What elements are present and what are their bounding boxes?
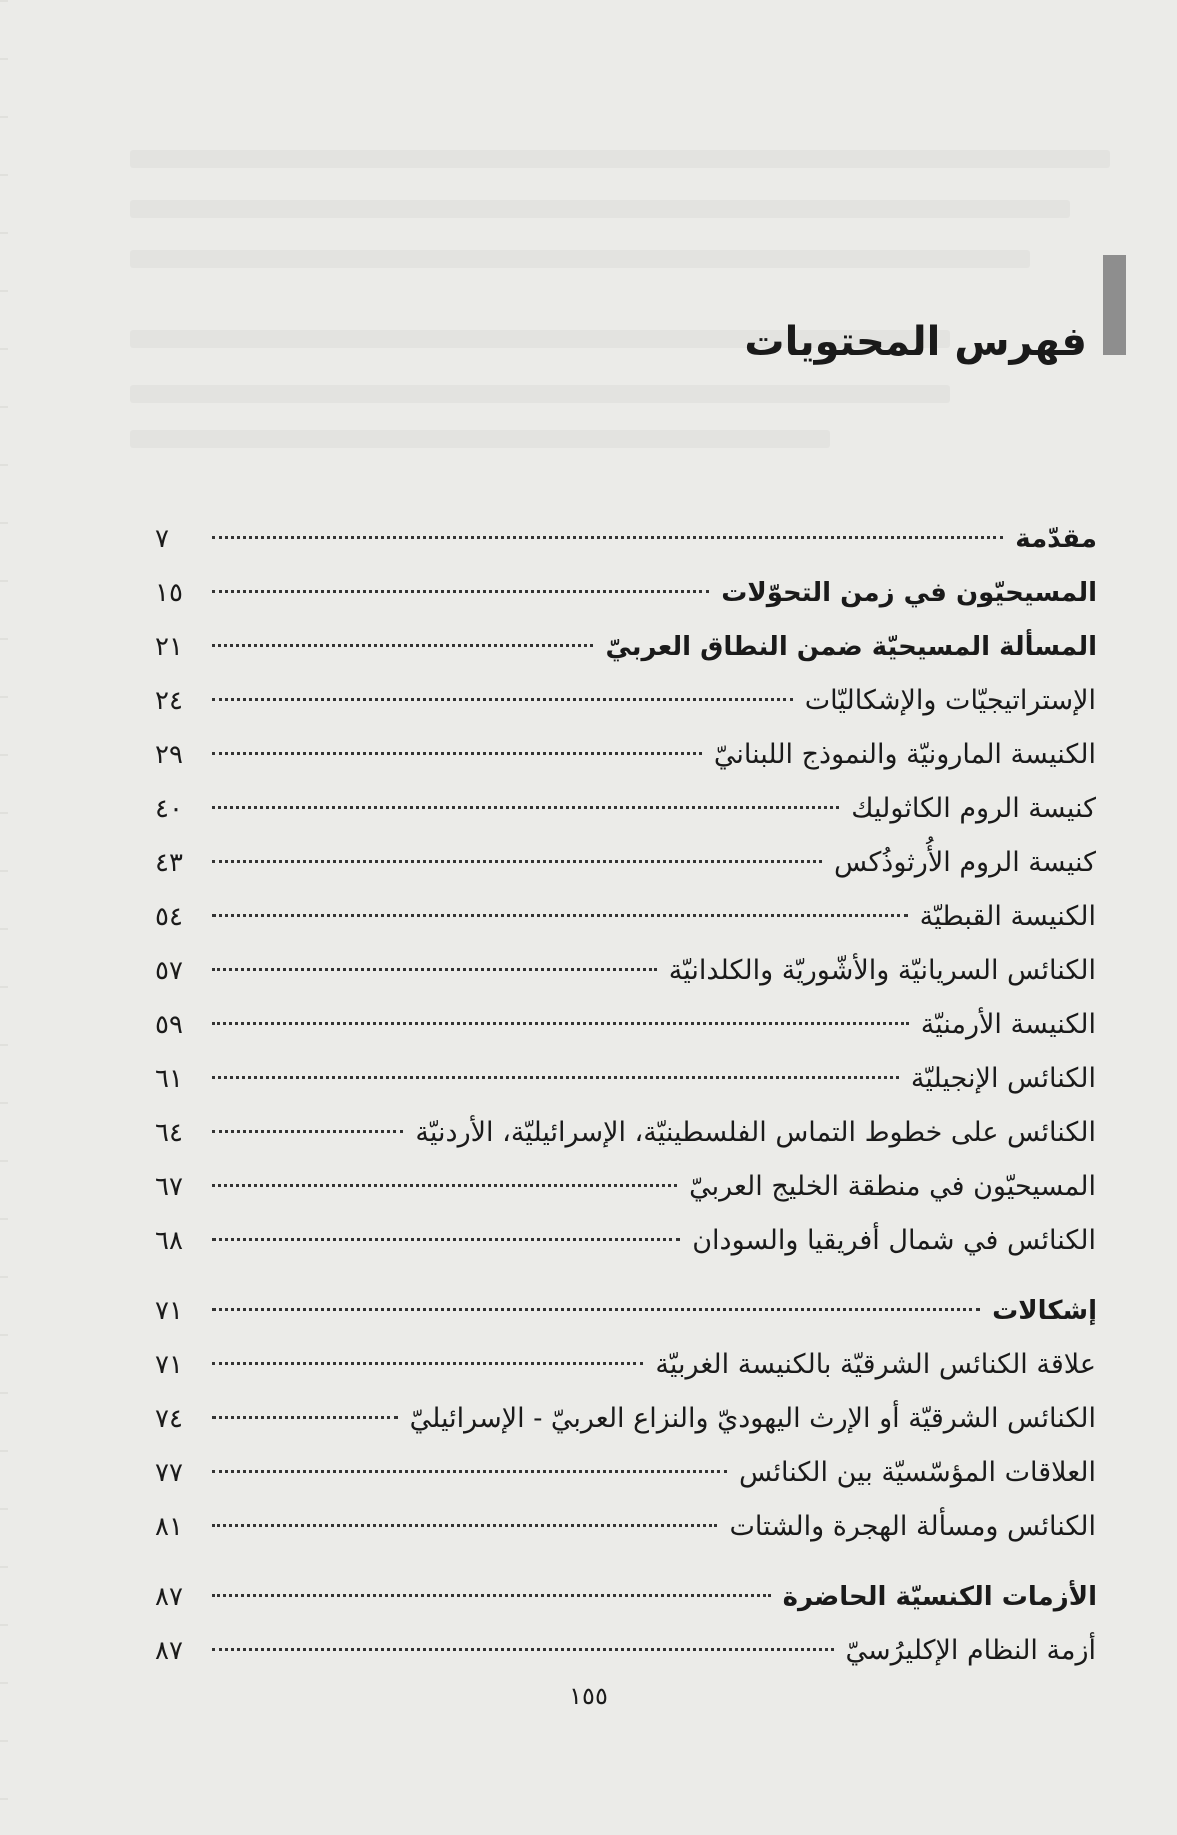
toc-entry[interactable] (155, 1624, 1097, 1678)
toc-entry-page: ٥٩ (155, 1010, 183, 1040)
toc-entry[interactable] (155, 620, 1097, 674)
dot-leader (212, 1416, 398, 1419)
toc-entry-page: ٨٧ (155, 1582, 183, 1612)
dot-leader (212, 1238, 680, 1241)
dot-leader (212, 590, 709, 593)
toc-entry[interactable] (155, 836, 1097, 890)
toc-entry[interactable] (155, 890, 1097, 944)
dot-leader (212, 752, 702, 755)
toc-entry[interactable] (155, 1446, 1097, 1500)
toc-entry-page: ٦١ (155, 1064, 183, 1094)
show-through-line (130, 150, 1110, 168)
dot-leader (212, 698, 793, 701)
toc-entry-title: الكنيسة القبطيّة (919, 901, 1096, 932)
dot-leader (212, 1470, 727, 1473)
toc-entry[interactable] (155, 1392, 1097, 1446)
dot-leader (212, 914, 908, 917)
toc-entry-page: ١٥ (155, 578, 183, 608)
toc-entry-title: الكنائس الشرقيّة أو الإرث اليهوديّ والنزاع العربيّ - الإسرائيليّ (409, 1403, 1096, 1434)
dot-leader (212, 1524, 717, 1527)
page-number: ١٥٥ (569, 1682, 608, 1710)
dot-leader (212, 1076, 899, 1079)
toc-entry[interactable] (155, 1106, 1097, 1160)
toc-entry[interactable] (155, 566, 1097, 620)
toc-entry-page: ٤٠ (155, 794, 183, 824)
toc-entry-title: إشكالات (992, 1296, 1097, 1326)
toc-entry[interactable] (155, 1160, 1097, 1214)
dot-leader (212, 1184, 677, 1187)
title-accent-bar (1103, 255, 1126, 355)
toc-entry[interactable] (155, 1052, 1097, 1106)
toc-entry-title: الكنائس السريانيّة والأشّوريّة والكلدانيّة (668, 955, 1096, 986)
table-of-contents (155, 512, 1097, 1678)
toc-entry-page: ٧١ (155, 1350, 183, 1380)
dot-leader (212, 1594, 771, 1597)
dot-leader (212, 1130, 403, 1133)
toc-entry-page: ٢٤ (155, 686, 183, 716)
dot-leader (212, 1648, 834, 1651)
toc-entry[interactable] (155, 944, 1097, 998)
toc-entry[interactable] (155, 1570, 1097, 1624)
toc-entry-title: العلاقات المؤسّسيّة بين الكنائس (739, 1457, 1096, 1488)
toc-entry-title: الكنائس على خطوط التماس الفلسطينيّة، الإسرائيليّة، الأردنيّة (415, 1117, 1096, 1148)
toc-entry-page: ٦٧ (155, 1172, 183, 1202)
toc-entry[interactable] (155, 728, 1097, 782)
toc-entry-title: علاقة الكنائس الشرقيّة بالكنيسة الغربيّة (655, 1349, 1096, 1380)
toc-entry-page: ٢١ (155, 632, 183, 662)
toc-entry-page: ٥٧ (155, 956, 183, 986)
toc-entry[interactable] (155, 1500, 1097, 1554)
toc-entry-page: ٤٣ (155, 848, 183, 878)
show-through-line (130, 250, 1030, 268)
toc-entry-title: الإستراتيجيّات والإشكاليّات (804, 685, 1096, 716)
toc-entry-page: ٢٩ (155, 740, 183, 770)
dot-leader (212, 1022, 909, 1025)
dot-leader (212, 1362, 643, 1365)
toc-entry-title: الأزمات الكنسيّة الحاضرة (782, 1582, 1097, 1612)
toc-entry[interactable] (155, 512, 1097, 566)
toc-entry-title: الكنيسة المارونيّة والنموذج اللبنانيّ (713, 739, 1096, 770)
toc-entry-page: ٦٤ (155, 1118, 183, 1148)
page-edge-texture (0, 0, 8, 1835)
dot-leader (212, 806, 839, 809)
toc-entry[interactable] (155, 1284, 1097, 1338)
show-through-line (130, 385, 950, 403)
toc-entry[interactable] (155, 998, 1097, 1052)
toc-entry[interactable] (155, 1338, 1097, 1392)
page-title: فهرس المحتويات (744, 319, 1087, 365)
toc-entry-page: ٧٤ (155, 1404, 183, 1434)
toc-entry-title: الكنيسة الأرمنيّة (920, 1009, 1096, 1040)
toc-entry-title: المسألة المسيحيّة ضمن النطاق العربيّ (605, 632, 1097, 662)
dot-leader (212, 1308, 980, 1311)
toc-entry-title: المسيحيّون في منطقة الخليج العربيّ (689, 1171, 1096, 1202)
toc-entry[interactable] (155, 1214, 1097, 1268)
toc-entry-page: ٧ (155, 524, 169, 554)
toc-entry-title: الكنائس ومسألة الهجرة والشتات (729, 1511, 1096, 1542)
toc-entry-title: مقدّمة (1015, 524, 1097, 554)
dot-leader (212, 536, 1003, 539)
dot-leader (212, 968, 657, 971)
toc-entry[interactable] (155, 674, 1097, 728)
toc-entry[interactable] (155, 782, 1097, 836)
toc-entry-page: ٨١ (155, 1512, 183, 1542)
toc-entry-title: الكنائس في شمال أفريقيا والسودان (692, 1225, 1096, 1256)
toc-entry-page: ٧٧ (155, 1458, 183, 1488)
dot-leader (212, 644, 593, 647)
toc-entry-title: كنيسة الروم الأُرثوذُكس (834, 847, 1096, 878)
toc-entry-page: ٨٧ (155, 1636, 183, 1666)
show-through-line (130, 200, 1070, 218)
dot-leader (212, 860, 822, 863)
toc-entry-title: المسيحيّون في زمن التحوّلات (721, 578, 1097, 608)
toc-entry-title: الكنائس الإنجيليّة (910, 1063, 1096, 1094)
toc-entry-title: أزمة النظام الإكليرُسيّ (845, 1635, 1096, 1666)
toc-entry-page: ٧١ (155, 1296, 183, 1326)
toc-entry-title: كنيسة الروم الكاثوليك (851, 793, 1096, 824)
show-through-line (130, 430, 830, 448)
toc-entry-page: ٦٨ (155, 1226, 183, 1256)
toc-entry-page: ٥٤ (155, 902, 183, 932)
